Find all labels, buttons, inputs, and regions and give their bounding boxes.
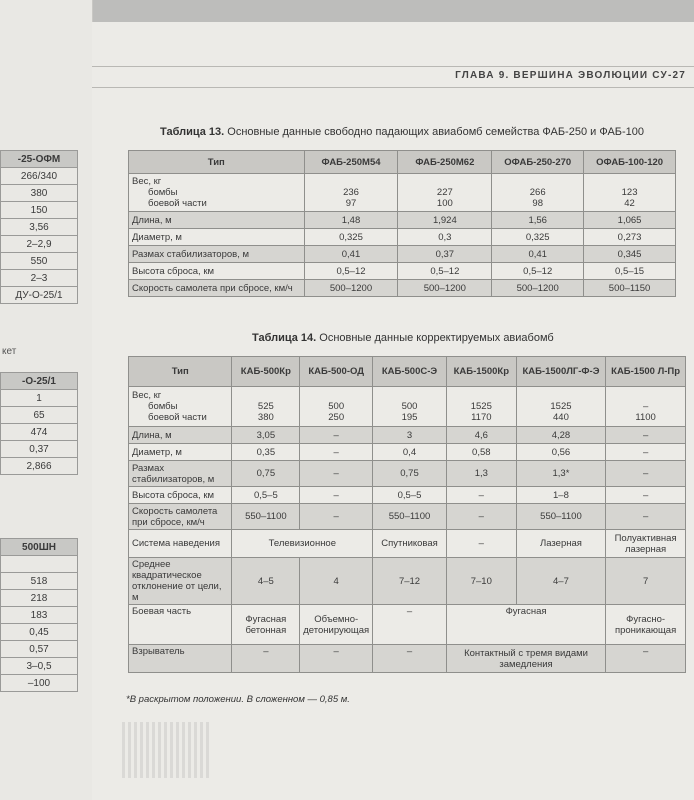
table-13-caption-label: Таблица 13. [160,126,225,138]
fragment-cell: 266/340 [1,168,78,185]
table-cell: – [606,444,686,461]
table-row [129,246,676,263]
table-cell: 1,56 [492,212,584,229]
fragment-cell: 0,57 [1,641,78,658]
cell-value: 227 [436,187,453,198]
cell-value: 236 [343,187,359,198]
cell-value: – [642,401,649,412]
chapter-header-bar [92,66,694,88]
table-cell: 500–1150 [584,280,676,297]
table-cell: 550–1100 [373,504,447,530]
cell-value: 123 [621,187,638,198]
cell-value: 500 [401,401,418,412]
row-label-line: боевой части [148,412,207,423]
previous-page-fragment [0,0,93,800]
column-header: КАБ-500С-Э [373,357,447,387]
fragment-cell: 3–0,5 [1,658,78,675]
fragment-cell: 0,45 [1,624,78,641]
table-cell: 1–8 [516,487,605,504]
table-cell [304,174,398,212]
table-row [129,605,686,645]
row-label: Высота сброса, км [129,263,305,280]
table-cell: Объемно-детонирующая [300,605,373,645]
table-cell: 4,6 [446,427,516,444]
cell-value: 42 [624,198,635,209]
row-label-line: Вес, кг [132,390,162,401]
table-row [129,280,676,297]
table-cell: – [300,504,373,530]
table-cell [232,387,300,427]
table-cell: 0,3 [398,229,492,246]
table-cell [584,174,676,212]
table-cell: – [606,427,686,444]
cell-value: 1100 [635,412,656,423]
table-cell: – [232,645,300,673]
table-cell: 4 [300,558,373,605]
table-14 [128,356,686,673]
table-row [129,504,686,530]
fragment-cell: 3,56 [1,219,78,236]
table-row [129,461,686,487]
table-cell: 4–7 [516,558,605,605]
fragment-table-3 [0,538,78,692]
table-cell: 0,5–12 [398,263,492,280]
table-cell: 1,924 [398,212,492,229]
footnote: *В раскрытом положении. В сложенном — 0,85 м. [126,694,350,705]
table-cell: Телевизионное [232,530,373,558]
table-cell: 0,41 [304,246,398,263]
fragment-cell: 150 [1,202,78,219]
column-header: КАБ-1500ЛГ-Ф-Э [516,357,605,387]
table-header-row [129,151,676,174]
table-cell: Лазерная [516,530,605,558]
table-row [129,387,686,427]
table-cell: – [446,530,516,558]
chapter-title: ГЛАВА 9. ВЕРШИНА ЭВОЛЮЦИИ СУ-27 [455,70,686,81]
table-cell: – [606,645,686,673]
row-label-line: бомбы [148,187,178,198]
row-label: Длина, м [129,427,232,444]
fragment-cell: 2–2,9 [1,236,78,253]
table-row [129,645,686,673]
table-cell: Фугасная [446,605,605,645]
row-label: Взрыватель [129,645,232,673]
table-cell: 0,41 [492,246,584,263]
table-cell: 7–10 [446,558,516,605]
table-cell: 0,75 [232,461,300,487]
faint-qr-code-shadow [122,722,212,778]
column-header: ФАБ-250М54 [304,151,398,174]
table-cell: Спутниковая [373,530,447,558]
row-label [129,387,232,427]
row-label: Среднее квадратическое отклонение от цели, м [129,558,232,605]
table-row [129,444,686,461]
column-header: КАБ-1500 Л-Пр [606,357,686,387]
table-cell: 4–5 [232,558,300,605]
fragment-header: -25-ОФМ [1,151,78,168]
table-cell: – [300,645,373,673]
table-cell: 0,273 [584,229,676,246]
table-header-row [129,357,686,387]
table-cell: – [300,487,373,504]
row-label-line: Вес, кг [132,176,162,187]
table-cell: 0,58 [446,444,516,461]
cell-value: 380 [257,412,274,423]
column-header: Тип [129,151,305,174]
table-cell: 550–1100 [516,504,605,530]
cell-value: 440 [553,412,569,423]
fragment-cell: 218 [1,590,78,607]
row-label: Высота сброса, км [129,487,232,504]
row-label-line: боевой части [148,198,207,209]
table-row [129,174,676,212]
table-14-caption-label: Таблица 14. [252,332,317,344]
table-row [129,427,686,444]
table-cell: 0,5–12 [304,263,398,280]
fragment-cell: 380 [1,185,78,202]
table-cell: 0,5–5 [373,487,447,504]
column-header: ФАБ-250М62 [398,151,492,174]
fragment-header: 500ШН [1,539,78,556]
table-cell: 0,35 [232,444,300,461]
table-cell [606,387,686,427]
fragment-table-2 [0,372,78,475]
cell-value: 195 [401,412,418,423]
table-cell: 0,345 [584,246,676,263]
row-label: Скорость самолета при сбросе, км/ч [129,504,232,530]
table-cell: – [446,487,516,504]
table-cell: – [446,504,516,530]
fragment-text: кет [2,346,17,357]
cell-value: 266 [529,187,546,198]
fragment-cell: 474 [1,424,78,441]
cell-value: 98 [532,198,543,209]
table-14-caption [252,332,554,344]
table-cell: Фугасная бетонная [232,605,300,645]
table-cell: 4,28 [516,427,605,444]
cell-value: 500 [328,401,345,412]
table-row [129,530,686,558]
fragment-header: -О-25/1 [1,373,78,390]
table-cell: 500–1200 [492,280,584,297]
column-header: КАБ-500-ОД [300,357,373,387]
table-13 [128,150,676,297]
table-cell: 0,37 [398,246,492,263]
table-cell: 1,3 [446,461,516,487]
row-label [129,174,305,212]
cell-value: 100 [436,198,453,209]
cell-value: 97 [345,198,357,209]
fragment-cell: 65 [1,407,78,424]
table-row [129,212,676,229]
table-row [129,263,676,280]
cell-value: 1525 [550,401,572,412]
table-cell: – [300,444,373,461]
row-label: Боевая часть [129,605,232,645]
table-cell [446,387,516,427]
table-cell [516,387,605,427]
row-label: Диаметр, м [129,229,305,246]
fragment-cell [1,556,78,573]
table-13-caption [160,126,644,138]
fragment-cell: 550 [1,253,78,270]
table-cell: Фугасно-проникающая [606,605,686,645]
table-cell: 7 [606,558,686,605]
table-cell: – [300,461,373,487]
table-cell: 0,56 [516,444,605,461]
table-cell: – [606,487,686,504]
cell-value: 1170 [471,412,492,423]
table-cell: 500–1200 [304,280,398,297]
table-cell: – [373,605,447,645]
table-cell: – [373,645,447,673]
table-cell: 550–1100 [232,504,300,530]
table-cell: 1,48 [304,212,398,229]
table-14-caption-text: Основные данные корректируемых авиабомб [319,332,554,344]
fragment-cell: 183 [1,607,78,624]
table-row [129,487,686,504]
fragment-table-1 [0,150,78,304]
row-label: Размах стабилизаторов, м [129,246,305,263]
table-cell: 0,5–5 [232,487,300,504]
table-cell: – [606,504,686,530]
column-header: ОФАБ-250-270 [492,151,584,174]
table-cell: 1,3* [516,461,605,487]
table-cell: 0,75 [373,461,447,487]
table-cell: 0,5–15 [584,263,676,280]
table-cell [492,174,584,212]
row-label: Система наведения [129,530,232,558]
fragment-cell: 2,866 [1,458,78,475]
column-header: ОФАБ-100-120 [584,151,676,174]
table-cell: 7–12 [373,558,447,605]
table-13-caption-text: Основные данные свободно падающих авиабомб семейства ФАБ-250 и ФАБ-100 [227,126,645,138]
cell-value: 525 [257,401,274,412]
row-label: Диаметр, м [129,444,232,461]
table-cell [398,174,492,212]
table-cell: – [606,461,686,487]
table-row [129,558,686,605]
table-cell: Контактный с тремя видами замедления [446,645,605,673]
fragment-cell: 2–3 [1,270,78,287]
cell-value: 250 [328,412,345,423]
fragment-cell: 1 [1,390,78,407]
book-page [92,22,694,800]
table-cell: Полуактивная лазерная [606,530,686,558]
fragment-cell: –100 [1,675,78,692]
column-header: Тип [129,357,232,387]
table-cell [300,387,373,427]
cell-value: 1525 [470,401,492,412]
table-cell: 3 [373,427,447,444]
column-header: КАБ-1500Кр [446,357,516,387]
table-cell: 0,5–12 [492,263,584,280]
table-row [129,229,676,246]
table-cell [373,387,447,427]
table-cell: 0,4 [373,444,447,461]
table-cell: 0,325 [304,229,398,246]
table-cell: 3,05 [232,427,300,444]
table-cell: 500–1200 [398,280,492,297]
row-label: Размах стабилизаторов, м [129,461,232,487]
fragment-cell: ДУ-О-25/1 [1,287,78,304]
table-cell: – [300,427,373,444]
fragment-cell: 0,37 [1,441,78,458]
row-label-line: бомбы [148,401,178,412]
table-cell: 0,325 [492,229,584,246]
column-header: КАБ-500Кр [232,357,300,387]
row-label: Скорость самолета при сбросе, км/ч [129,280,305,297]
row-label: Длина, м [129,212,305,229]
table-cell: 1,065 [584,212,676,229]
fragment-cell: 518 [1,573,78,590]
